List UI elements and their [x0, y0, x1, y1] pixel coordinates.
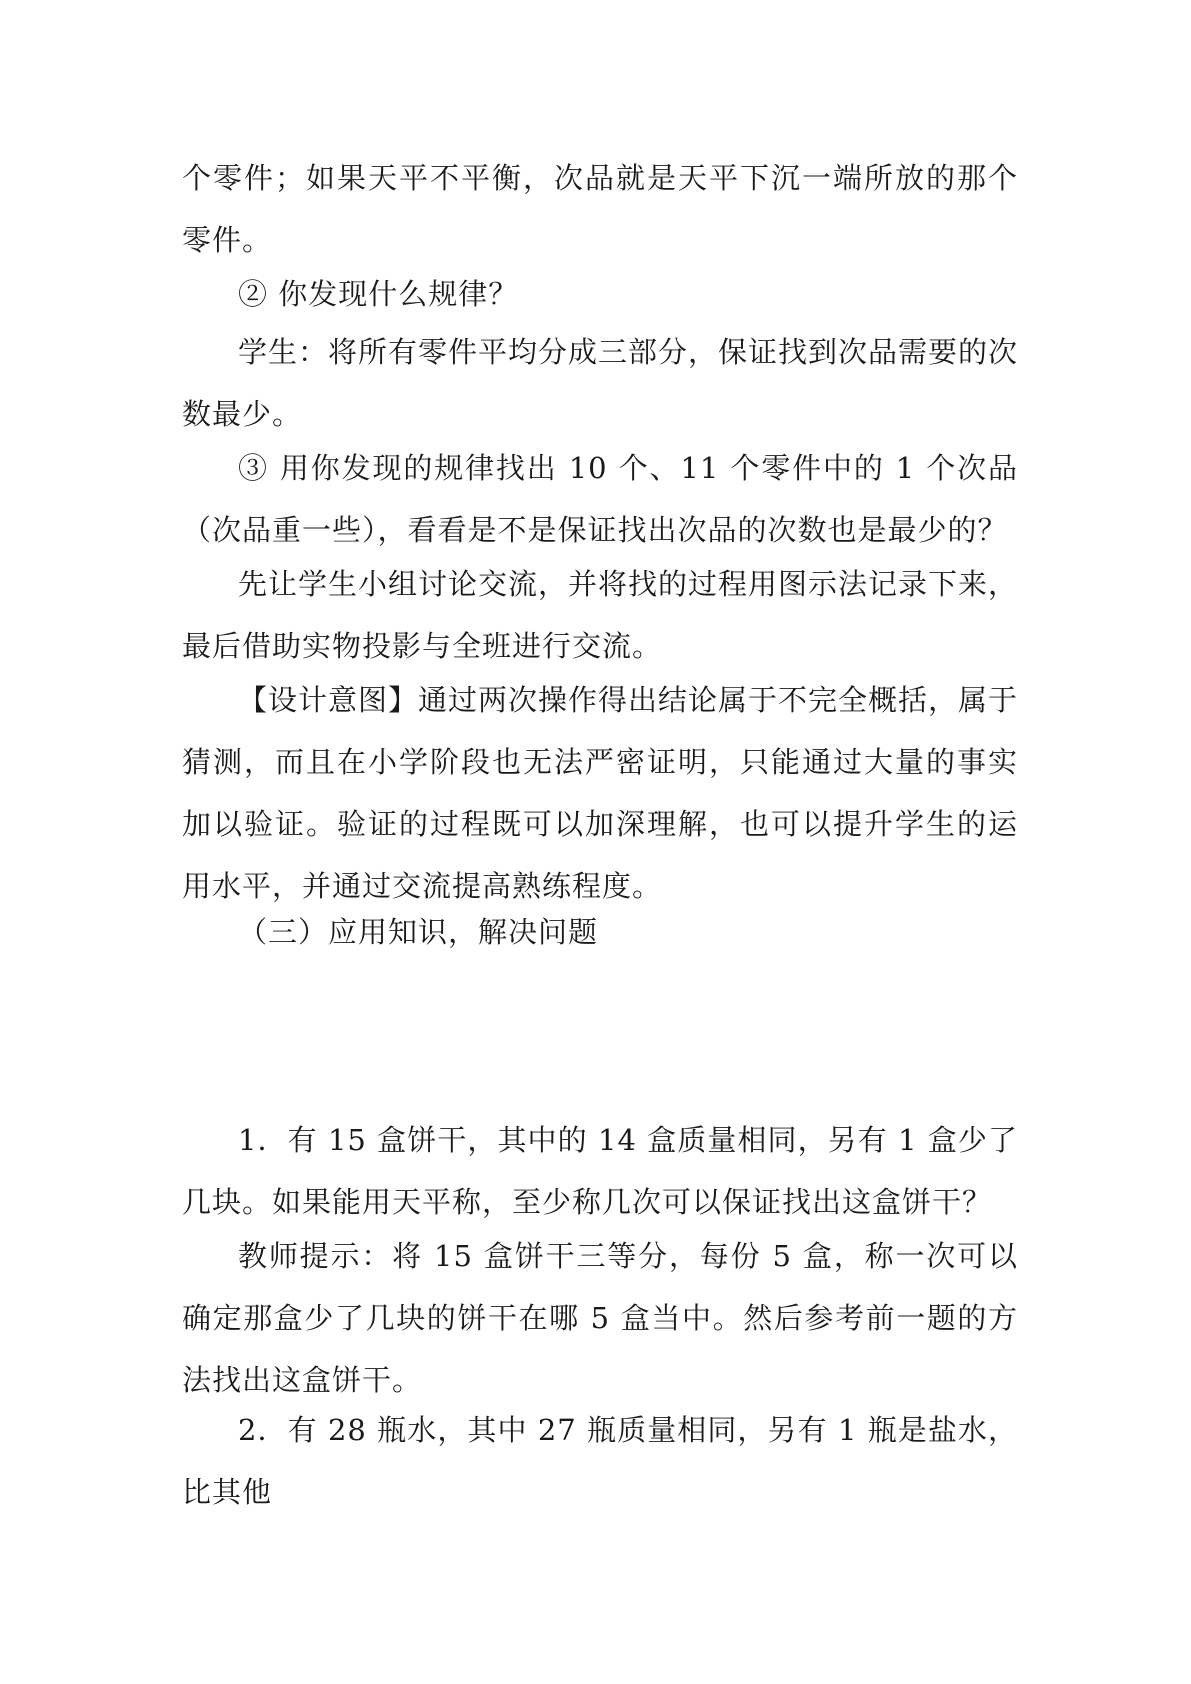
- paragraph-question-2: ② 你发现什么规律？: [238, 277, 519, 311]
- paragraph-group-discussion: 先让学生小组讨论交流，并将找的过程用图示法记录下来，最后借助实物投影与全班进行交流。: [182, 567, 1019, 663]
- paragraph-exercise-1: 1．有 15 盒饼干，其中的 14 盒质量相同，另有 1 盒少了几块。如果能用天平称，至少称几次可以保证找出这盒饼干？: [182, 1123, 1018, 1219]
- paragraph-teacher-hint: 教师提示：将 15 盒饼干三等分，每份 5 盒，称一次可以确定那盒少了几块的饼干在哪 5 盒当中。然后参考前一题的方法找出这盒饼干。: [182, 1239, 1018, 1397]
- paragraph-exercise-2: 2．有 28 瓶水，其中 27 瓶质量相同，另有 1 瓶是盐水，比其他: [182, 1413, 1018, 1509]
- paragraph-continuation: 个零件；如果天平不平衡，次品就是天平下沉一端所放的那个零件。: [182, 161, 1018, 257]
- paragraph-student-answer: 学生：将所有零件平均分成三部分，保证找到次品需要的次数最少。: [182, 335, 1019, 431]
- paragraph-design-intent: 【设计意图】通过两次操作得出结论属于不完全概括，属于猜测，而且在小学阶段也无法严密证明，只能通过大量的事实加以验证。验证的过程既可以加深理解，也可以提升学生的运用水平，并通过交流提高熟练程度。: [182, 683, 1019, 903]
- paragraph-question-3: ③ 用你发现的规律找出 10 个、11 个零件中的 1 个次品（次品重一些），看看是不是保证找出次品的次数也是最少的？: [182, 451, 1018, 547]
- section-heading-apply-knowledge: （三）应用知识，解决问题: [238, 915, 599, 949]
